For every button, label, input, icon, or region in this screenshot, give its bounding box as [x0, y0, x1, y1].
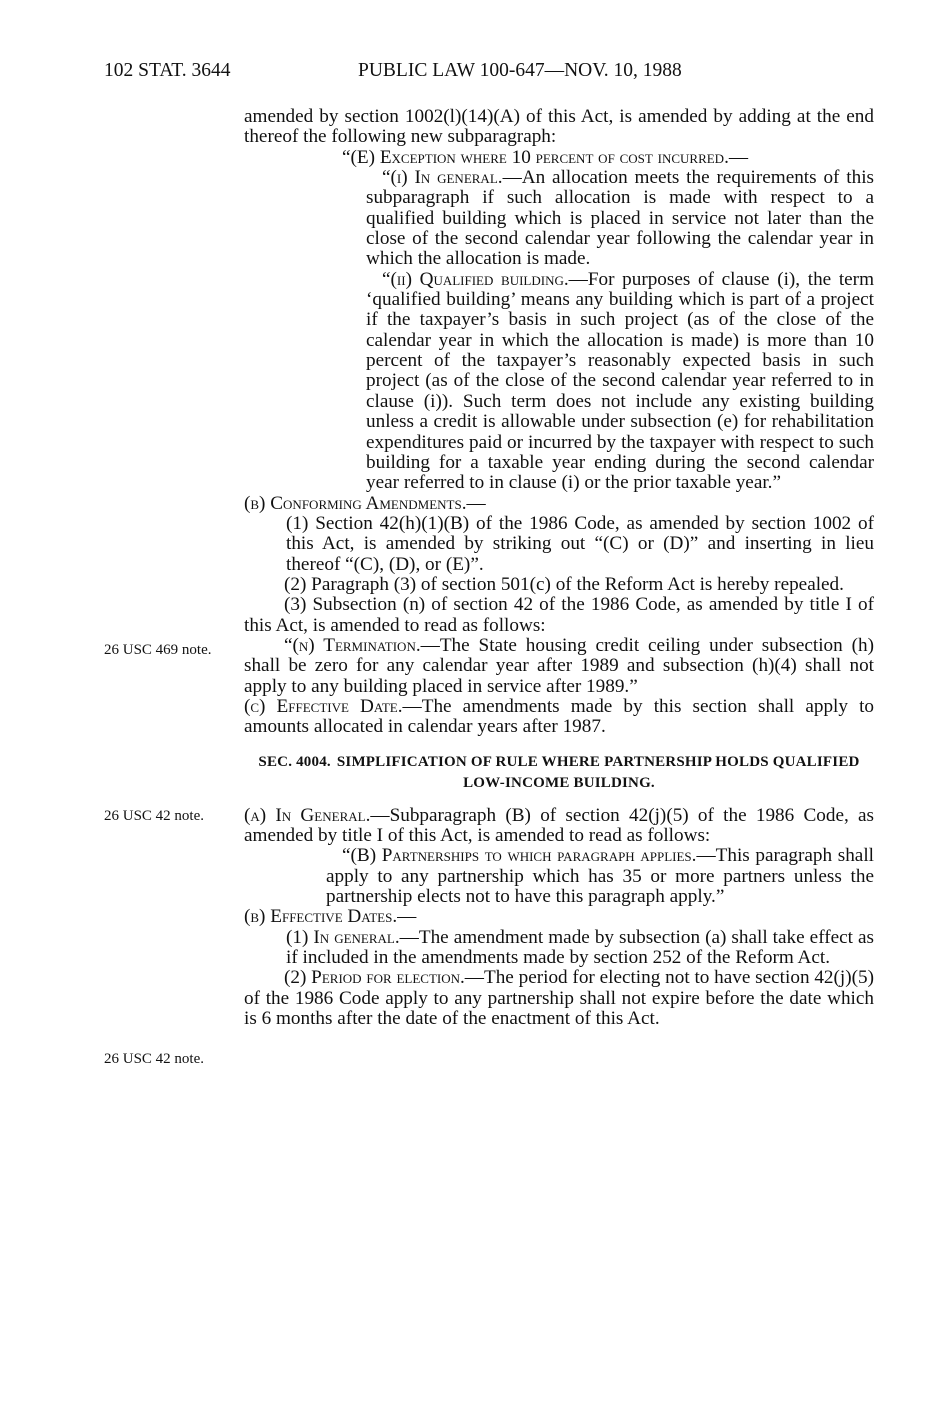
- termination-heading: “(n) Termination.: [284, 634, 421, 656]
- paragraph-b1: (1) Section 42(h)(1)(B) of the 1986 Code, as amended by section 1002 of this Act, is amended by striking out “(C) or (D)” and inserting in lieu thereof “(C), (D), or (E)”.: [286, 512, 874, 575]
- side-note-usc-42-a: 26 USC 42 note.: [104, 808, 205, 824]
- subsection-b-heading: (b) Conforming Amendments.—: [244, 492, 486, 514]
- clause-i-heading: “(i) In general.: [382, 167, 503, 189]
- paragraph-period-for-election: [244, 968, 874, 1029]
- effective-date-text: —The amendments made by this section shall apply to amounts allocated in calendar years after 1987.: [244, 695, 874, 738]
- stat-page-number: 102 STAT. 3644: [104, 60, 231, 81]
- subsection-a-heading: (a) In General.: [244, 804, 371, 826]
- in-general-heading: (1) In general.: [286, 926, 400, 948]
- paragraph-b2: (2) Paragraph (3) of section 501(c) of the Reform Act is hereby repealed.: [284, 573, 844, 595]
- termination-text: —The State housing credit ceiling under subsection (h) shall be zero for any calendar year after 1989 and subsection (h)(4) shall not apply to any building placed in service after 1989.”: [244, 634, 874, 697]
- clause-i-text: —An allocation meets the requirements of this subparagraph if such allocation is made with respect to a qualified building which is placed in service not later than the close of the second calendar year following the calendar year in which the allocation is made.: [366, 167, 875, 270]
- clause-ii-text: —For purposes of clause (i), the term ‘qualified building’ means any building which is part of a project if the taxpayer’s basis in such project (as of the close of the calendar year in which the allocation is made) is more than 10 percent of the taxpayer’s reasonably expected basis in such project (as of the close of the second calendar year referred to in clause (i)). Such term does not include any existing building unless a credit is allowable under subsection (e) for rehabilitation expenditures paid or incurred by the taxpayer with respect to such building for a taxable year ending during the second calendar year referred to in clause (i) or the prior taxable year.”: [366, 268, 874, 494]
- section-title: SIMPLIFICATION OF RULE WHERE PARTNERSHIP HOLDS QUALIFIED LOW-INCOME BUILDING.: [336, 753, 860, 791]
- subsection-a-general: [244, 806, 874, 847]
- subsection-a-text: —Subparagraph (B) of section 42(j)(5) of the 1986 Code, as amended by title I of this Act, is amended to read as follows:: [244, 804, 874, 846]
- partnerships-text: —This paragraph shall apply to any partnership which has 35 or more partners unless the partnership elects not to have this paragraph apply.”: [326, 845, 874, 908]
- effective-date-heading: (c) Effective Date.: [244, 695, 403, 717]
- side-note-usc-469: 26 USC 469 note.: [104, 642, 212, 658]
- side-note-usc-42-b: 26 USC 42 note.: [104, 1051, 205, 1067]
- clause-i: [366, 168, 874, 270]
- paragraph-intro: amended by section 1002(l)(14)(A) of this Act, is amended by adding at the end thereof the following new subparagraph:: [244, 106, 874, 148]
- page-header: [104, 60, 887, 90]
- effective-dates-heading: (b) Effective Dates.—: [244, 906, 417, 928]
- public-law-citation: PUBLIC LAW 100-647—NOV. 10, 1988: [358, 60, 682, 81]
- period-for-election-text: —The period for electing not to have section 42(j)(5) of the 1986 Code apply to any partnership shall not expire before the date which is 6 months after the date of the enactment of this Act.: [244, 967, 875, 1030]
- in-general-text: —The amendment made by subsection (a) shall take effect as if included in the amendments made by section 252 of the Reform Act.: [286, 926, 874, 969]
- period-for-election-heading: (2) Period for election.: [284, 967, 465, 989]
- clause-ii: [366, 270, 874, 494]
- paragraph-b3: (3) Subsection (n) of section 42 of the 1986 Code, as amended by title I of this Act, is amended to read as follows:: [244, 594, 874, 636]
- subsection-n-termination: [244, 636, 874, 697]
- page-body: [244, 107, 874, 1029]
- subparagraph-e-heading: “(E) Exception where 10 percent of cost incurred.—: [342, 146, 749, 168]
- partnerships-heading: “(B) Partnerships to which paragraph applies.: [342, 845, 697, 867]
- section-number: SEC. 4004.: [258, 753, 331, 770]
- subsection-c-effective-date: [244, 697, 874, 738]
- section-4004-heading: [244, 752, 874, 794]
- clause-ii-heading: “(ii) Qualified building.: [382, 268, 569, 290]
- subparagraph-b-partnerships: [326, 846, 874, 907]
- paragraph-in-general: [286, 928, 874, 969]
